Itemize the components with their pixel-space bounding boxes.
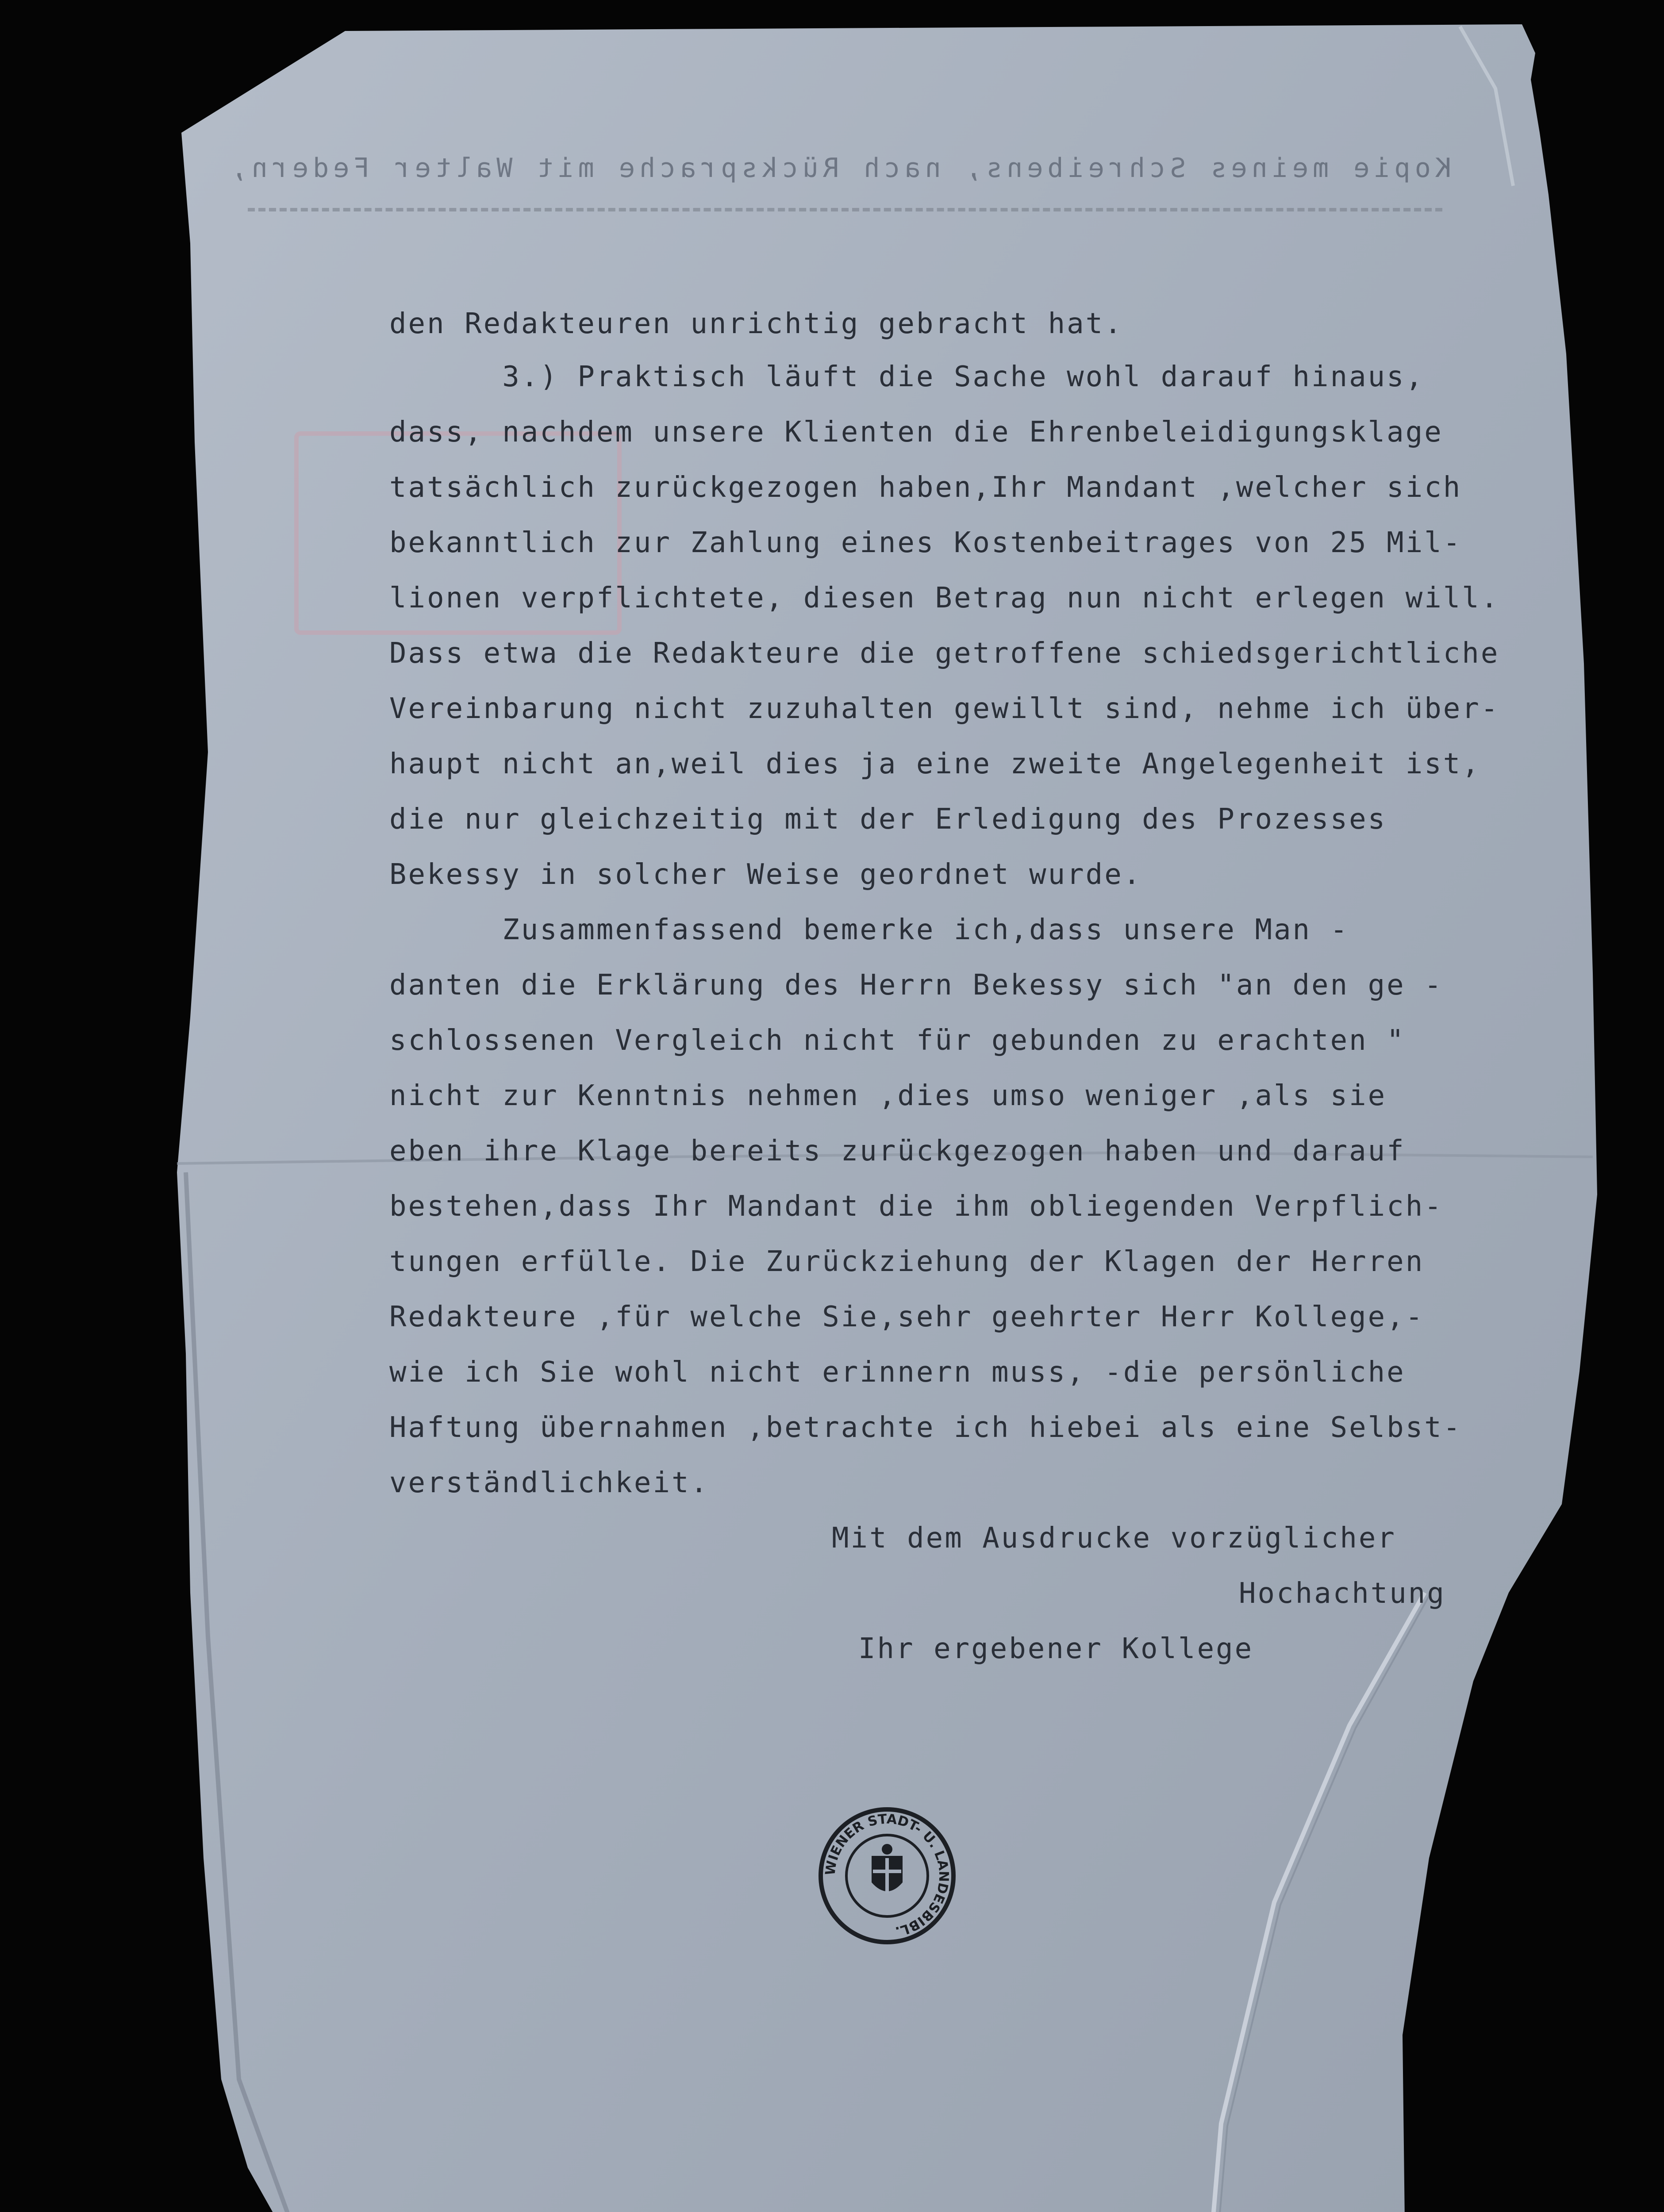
header-note: Kopie meines Schreibens, nach Rücksprache mit Walter Federn, bbox=[227, 153, 1451, 184]
closing-signature: Ihr ergebener Kollege bbox=[858, 1632, 1254, 1665]
body-line: bestehen,dass Ihr Mandant die ihm obliegenden Verpflich- bbox=[389, 1190, 1443, 1223]
closing-salutation: Mit dem Ausdrucke vorzüglicher bbox=[832, 1522, 1396, 1555]
stamp-text: WIENER STADT- U. LANDESBIBL. bbox=[822, 1811, 952, 1939]
body-line: Redakteure ,für welche Sie,sehr geehrter Herr Kollege,- bbox=[389, 1301, 1425, 1333]
closing-regards: Hochachtung bbox=[1239, 1577, 1446, 1610]
body-line: tungen erfülle. Die Zurückziehung der Klagen der Herren bbox=[389, 1245, 1425, 1278]
body-line: Bekessy in solcher Weise geordnet wurde. bbox=[389, 858, 1142, 891]
body-line: Dass etwa die Redakteure die getroffene schiedsgerichtliche bbox=[389, 637, 1500, 670]
body-line: den Redakteuren unrichtig gebracht hat. bbox=[389, 307, 1123, 340]
body-line: Zusammenfassend bemerke ich,dass unsere Man - bbox=[389, 914, 1349, 946]
body-line: nicht zur Kenntnis nehmen ,dies umso weniger ,als sie bbox=[389, 1079, 1387, 1112]
body-line: Vereinbarung nicht zuzuhalten gewillt sind, nehme ich über- bbox=[389, 692, 1500, 725]
body-line: wie ich Sie wohl nicht erinnern muss, -die persönliche bbox=[389, 1356, 1406, 1389]
body-line: verständlichkeit. bbox=[389, 1467, 710, 1499]
body-line: die nur gleichzeitig mit der Erledigung des Prozesses bbox=[389, 803, 1387, 836]
body-line: 3.) Praktisch läuft die Sache wohl darauf hinaus, bbox=[389, 361, 1425, 393]
body-line: bekanntlich zur Zahlung eines Kostenbeitrages von 25 Mil- bbox=[389, 526, 1462, 559]
body-line: haupt nicht an,weil dies ja eine zweite Angelegenheit ist, bbox=[389, 748, 1481, 780]
body-line: eben ihre Klage bereits zurückgezogen haben und darauf bbox=[389, 1135, 1406, 1167]
body-line: tatsächlich zurückgezogen haben,Ihr Mandant ,welcher sich bbox=[389, 471, 1462, 504]
body-line: schlossenen Vergleich nicht für gebunden zu erachten " bbox=[389, 1024, 1406, 1057]
body-line: Haftung übernahmen ,betrachte ich hiebei als eine Selbst- bbox=[389, 1411, 1462, 1444]
header-divider bbox=[248, 208, 1442, 211]
body-line: dass, nachdem unsere Klienten die Ehrenbeleidigungsklage bbox=[389, 416, 1443, 449]
body-line: lionen verpflichtete, diesen Betrag nun nicht erlegen will. bbox=[389, 582, 1500, 614]
body-line: danten die Erklärung des Herrn Bekessy sich "an den ge - bbox=[389, 969, 1443, 1002]
library-stamp-icon bbox=[816, 1805, 958, 1947]
